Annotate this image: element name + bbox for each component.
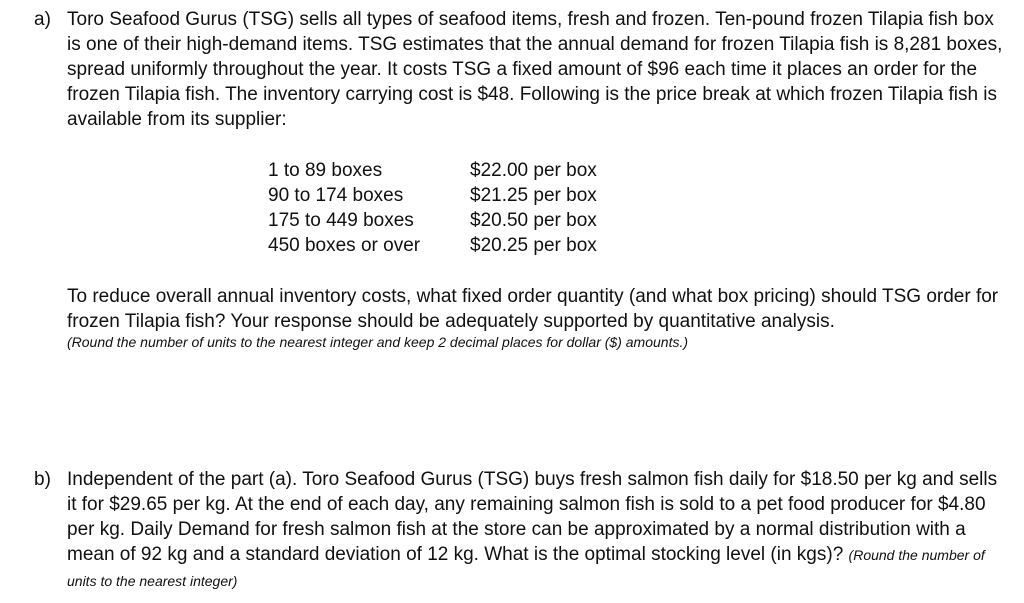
part-b-paragraph [67,467,1007,594]
price-break-price: $20.25 per box [470,235,597,256]
price-break-price: $20.50 per box [470,210,597,231]
part-b-marker: b) [34,469,51,490]
price-break-row [268,208,597,233]
price-break-range: 90 to 174 boxes [268,185,404,206]
part-a-rounding-note: (Round the number of units to the nearest integer and keep 2 decimal places for dollar ($) amounts.) [67,334,689,350]
price-break-range: 450 boxes or over [268,235,421,256]
part-b-body [67,467,1007,594]
price-break-range: 1 to 89 boxes [268,160,383,181]
part-b-rounding-note: (Round the number of units to the nearest integer) [67,547,985,589]
price-break-table [268,158,597,258]
part-a-body [67,7,1007,351]
part-b-text: Independent of the part (a). Toro Seafood Gurus (TSG) buys fresh salmon fish daily for $18.50 per kg and sells it for $29.65 per kg. At the end of each day, any remaining salmon fish is sold to a pet food producer for $4.80 per kg. Daily Demand for fresh salmon fish at the store can be approximated by a normal distribution with a mean of 92 kg and a standard deviation of 12 kg. What is the optimal stocking level (in kgs)? [67,469,998,565]
price-break-row [268,183,597,208]
price-break-row [268,158,597,183]
part-a-intro: Toro Seafood Gurus (TSG) sells all types of seafood items, fresh and frozen. Ten-pound frozen Tilapia fish box is one of their high-demand items. TSG estimates that the annual demand for frozen Tilapia fish is 8,281 boxes, spread uniformly throughout the year. It costs TSG a fixed amount of $96 each time it places an order for the frozen Tilapia fish. The inventory carrying cost is $48. Following is the price break at which frozen Tilapia fish is available from its supplier: [67,9,1003,130]
price-break-price: $22.00 per box [470,160,597,181]
part-a-marker: a) [34,9,51,30]
price-break-row [268,233,597,258]
price-break-price: $21.25 per box [470,185,597,206]
part-a-question: To reduce overall annual inventory costs, what fixed order quantity (and what box pricing) should TSG order for frozen Tilapia fish? Your response should be adequately supported by quantitative analysis. [67,286,999,332]
price-break-range: 175 to 449 boxes [268,210,414,231]
